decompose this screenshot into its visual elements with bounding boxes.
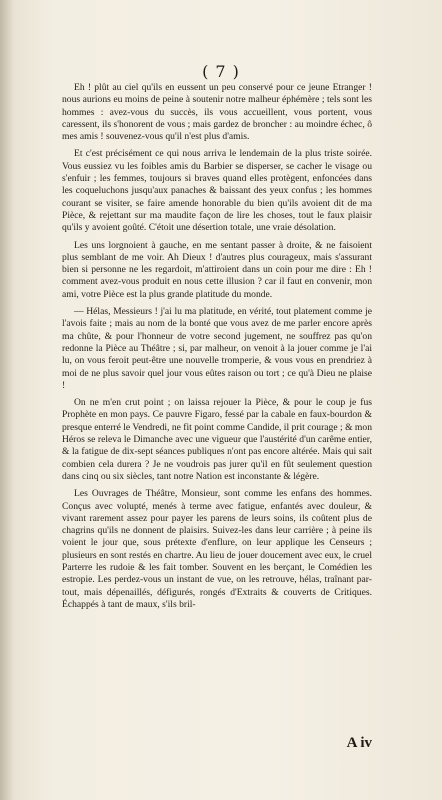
body-text: [62, 82, 372, 616]
paragraph-4: — Hélas, Messieurs ! j'ai lu ma platitude, en vérité, tout platement comme je l'avois faite ; mais au nom de la bonté que vous avez de me parler encore après ma chûte, & pour l'honneur de votre second jugement, ne souffrez pas qu'on redonne la Pièce au Théâtre ; si, par malheur, on venoit à la jouer comme je l'ai lu, on vous feroit peut-être une nouvelle tromperie, & vous vous en prendriez à moi de ne plus savoir quel jour vous eûtes raison ou tort ; ce qu'à Dieu ne plaise !: [62, 306, 372, 391]
page-number: ( 7 ): [202, 62, 240, 81]
signature-mark: A iv: [346, 735, 372, 751]
paragraph-2: Et c'est précisément ce qui nous arriva le lendemain de la plus triste soirée. Vous eussiez vu les foibles amis du Barbier se disperser, se cacher le visage ou s'enfuir ; les femmes, toujours si braves quand elles protègent, enfoncées dans les coqueluchons jusqu'aux panaches & baissant des yeux confus ; les hommes courant se visiter, se faire amende honorable du bien qu'ils avoient dit de ma Pièce, & rejettant sur ma maudite façon de lire les choses, tout le faux plaisir qu'ils y avoient goûté. C'étoit une désertion totale, une vraie désolation.: [62, 148, 372, 234]
paragraph-6: Les Ouvrages de Théâtre, Monsieur, sont comme les enfans des hommes. Conçus avec volupté, menés à terme avec fatigue, enfantés avec douleur, & vivant rarement assez pour payer les parens de leurs soins, ils coûtent plus de chagrins qu'ils ne donnent de plaisirs. Suivez-les dans leur carrière ; à peine ils voient le jour que, sous prétexte d'enflure, on leur applique les Censeurs ; plusieurs en sont restés en chartre. Au lieu de jouer doucement avec eux, le cruel Parterre les rudoie & les fait tomber. Souvent en les berçant, le Comédien les estropie. Les perdez-vous un instant de vue, on les retrouve, hélas, traînant par-tout, mais dépenaillés, défigurés, rongés d'Extraits & couverts de Critiques. Échappés à tant de maux, s'ils bril-: [62, 488, 372, 610]
gutter-shadow: [0, 0, 14, 800]
paragraph-5: On ne m'en crut point ; on laissa rejouer la Pièce, & pour le coup je fus Prophète en mon pays. Ce pauvre Figaro, fessé par la cabale en faux-bourdon & presque enterré le Vendredi, ne fit point comme Candide, il prit courage ; & mon Héros se releva le Dimanche avec une vigueur que l'austérité d'un carême entier, & la fatigue de dix-sept séances publiques n'ont pas encore altérée. Mais qui sait combien cela durera ? Je ne voudrois pas jurer qu'il en fût seulement question dans cinq ou six siècles, tant notre Nation est inconstante & légère.: [62, 397, 372, 482]
paragraph-1: Eh ! plût au ciel qu'ils en eussent un peu conservé pour ce jeune Etranger ! nous aurions eu moins de peine à soutenir notre malheur éphémère ; tels sont les hommes : avez-vous du succès, ils vous accueillent, vous portent, vous caressent, ils s'honorent de vous ; mais gardez de broncher : au moindre échec, ô mes amis ! souvenez-vous qu'il n'est plus d'amis.: [62, 82, 372, 143]
paragraph-3: Les uns lorgnoient à gauche, en me sentant passer à droite, & ne faisoient plus semblant de me voir. Ah Dieux ! d'autres plus courageux, mais s'assurant bien si personne ne les regardoit, m'attiroient dans un coin pour me dire : Eh ! comment avez-vous produit en nous cette illusion ? car il faut en convenir, mon ami, votre Pièce est la plus grande platitude du monde.: [62, 239, 372, 300]
